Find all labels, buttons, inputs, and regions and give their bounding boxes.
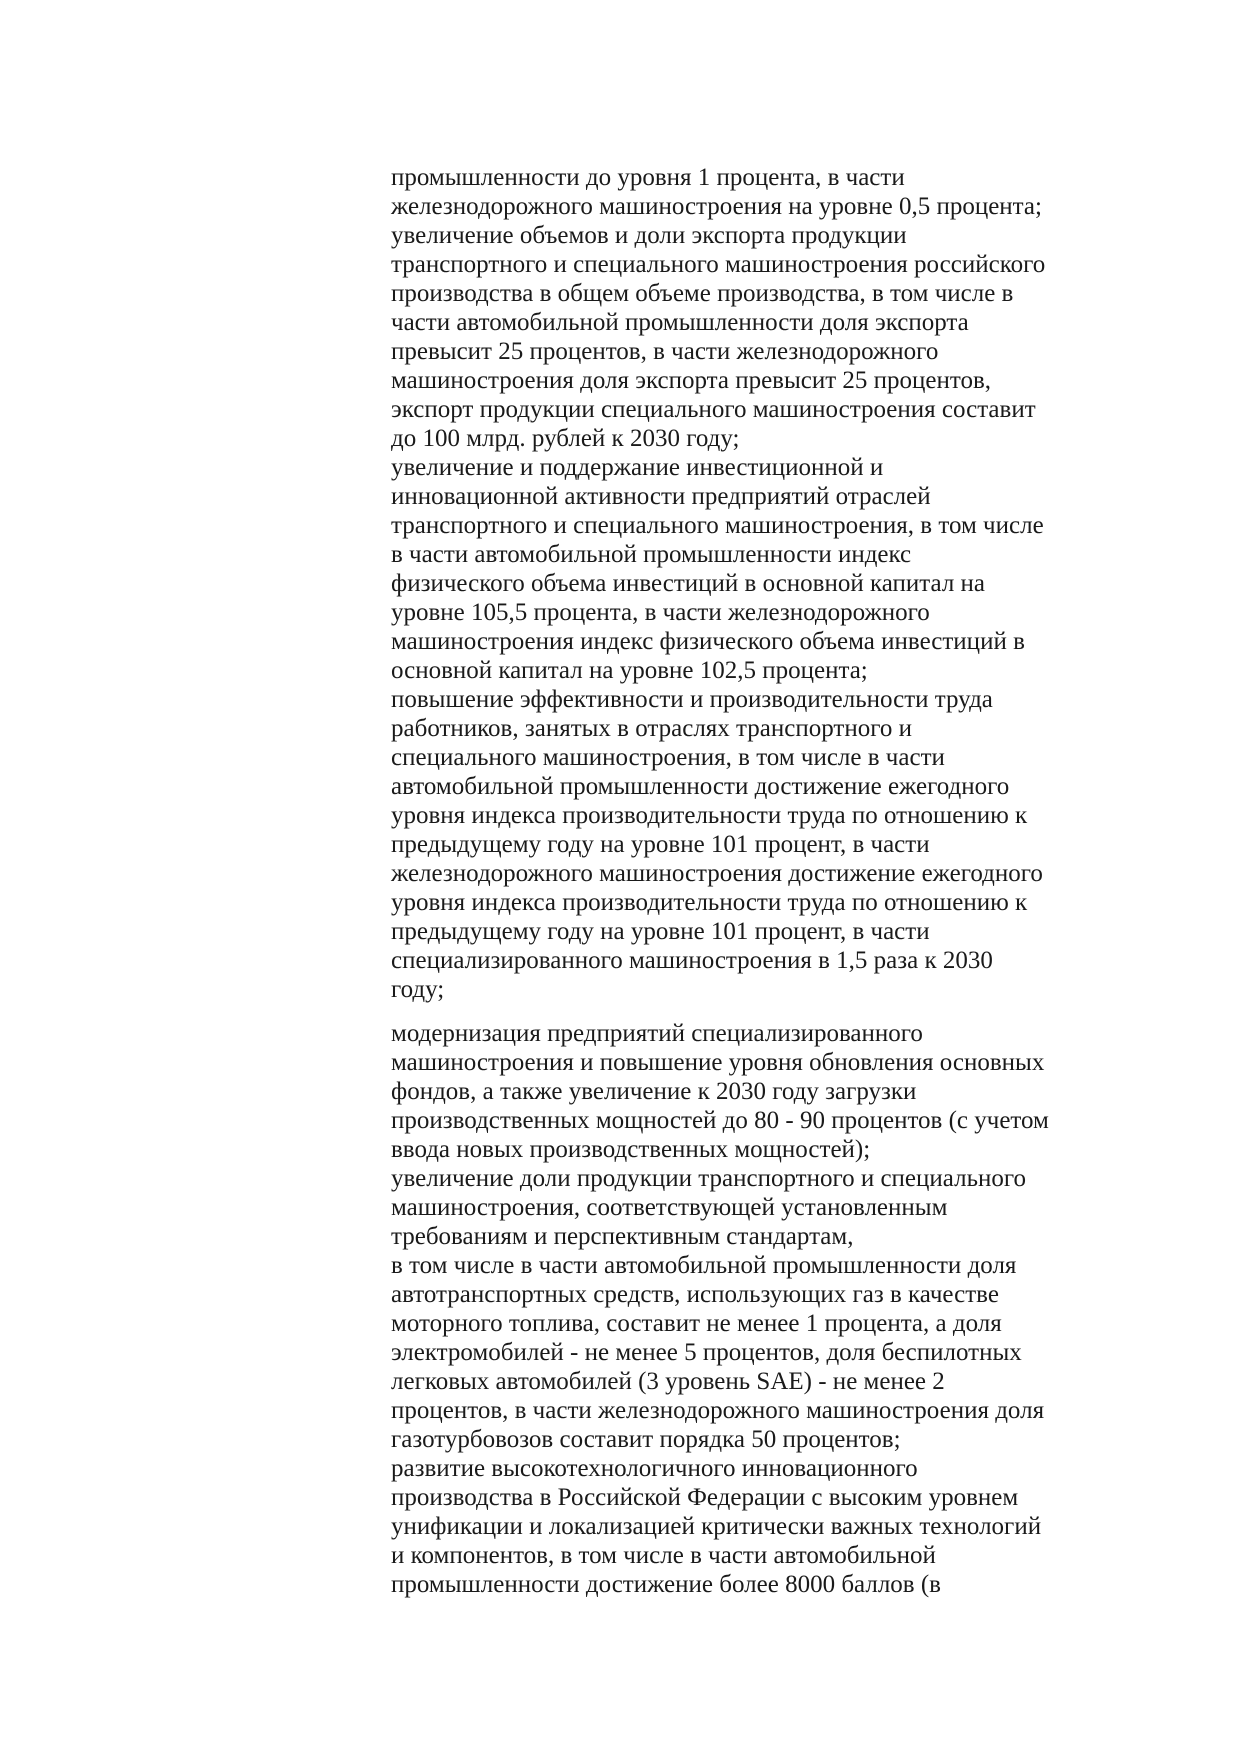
- text-line: модернизация предприятий специализированного: [391, 1020, 923, 1047]
- text-line: году;: [391, 976, 445, 1003]
- text-line: превысит 25 процентов, в части железнодорожного: [391, 338, 939, 365]
- text-line: увеличение доли продукции транспортного и специального: [391, 1165, 1026, 1192]
- text-line: автомобильной промышленности достижение ежегодного: [391, 773, 1010, 800]
- text-line: производства в общем объеме производства, в том числе в: [391, 280, 1014, 307]
- text-line: специализированного машиностроения в 1,5 раза к 2030: [391, 947, 993, 974]
- text-line: транспортного и специального машиностроения, в том числе: [391, 512, 1044, 539]
- text-line: основной капитал на уровне 102,5 процента;: [391, 657, 868, 684]
- text-line: инновационной активности предприятий отраслей: [391, 483, 931, 510]
- text-line: специального машиностроения, в том числе в части: [391, 744, 945, 771]
- text-line: унификации и локализацией критически важных технологий: [391, 1513, 1042, 1540]
- text-line: предыдущему году на уровне 101 процент, в части: [391, 831, 930, 858]
- text-line: требованиям и перспективным стандартам,: [391, 1223, 854, 1250]
- text-line: машиностроения и повышение уровня обновления основных: [391, 1049, 1045, 1076]
- text-line: машиностроения, соответствующей установленным: [391, 1194, 948, 1221]
- text-line: машиностроения доля экспорта превысит 25 процентов,: [391, 367, 992, 394]
- text-line: производства в Российской Федерации с высоким уровнем: [391, 1484, 1019, 1511]
- text-line: уровне 105,5 процента, в части железнодорожного: [391, 599, 930, 626]
- text-line: автотранспортных средств, использующих газ в качестве: [391, 1281, 999, 1308]
- text-line: железнодорожного машиностроения достижение ежегодного: [391, 860, 1043, 887]
- text-line: легковых автомобилей (3 уровень SAE) - не менее 2: [391, 1368, 945, 1395]
- text-line: производственных мощностей до 80 - 90 процентов (с учетом: [391, 1107, 1049, 1134]
- text-block-2: [391, 1019, 1071, 1599]
- text-block-1: [391, 163, 1071, 1004]
- text-line: железнодорожного машиностроения на уровне 0,5 процента;: [391, 193, 1042, 220]
- text-line: в том числе в части автомобильной промышленности доля: [391, 1252, 1017, 1279]
- text-line: и компонентов, в том числе в части автомобильной: [391, 1542, 936, 1569]
- text-line: промышленности достижение более 8000 баллов (в: [391, 1571, 941, 1598]
- text-line: уровня индекса производительности труда по отношению к: [391, 802, 1028, 829]
- text-line: части автомобильной промышленности доля экспорта: [391, 309, 969, 336]
- text-line: газотурбовозов составит порядка 50 процентов;: [391, 1426, 901, 1453]
- text-line: работников, занятых в отраслях транспортного и: [391, 715, 912, 742]
- text-line: фондов, а также увеличение к 2030 году загрузки: [391, 1078, 917, 1105]
- text-line: уровня индекса производительности труда по отношению к: [391, 889, 1028, 916]
- text-line: экспорт продукции специального машиностроения составит: [391, 396, 1036, 423]
- text-line: электромобилей - не менее 5 процентов, доля беспилотных: [391, 1339, 1022, 1366]
- text-line: предыдущему году на уровне 101 процент, в части: [391, 918, 930, 945]
- text-line: машиностроения индекс физического объема инвестиций в: [391, 628, 1025, 655]
- text-line: увеличение и поддержание инвестиционной и: [391, 454, 884, 481]
- text-line: ввода новых производственных мощностей);: [391, 1136, 871, 1163]
- text-line: развитие высокотехнологичного инновационного: [391, 1455, 918, 1482]
- text-line: физического объема инвестиций в основной капитал на: [391, 570, 986, 597]
- text-line: до 100 млрд. рублей к 2030 году;: [391, 425, 740, 452]
- text-line: моторного топлива, составит не менее 1 процента, а доля: [391, 1310, 1002, 1337]
- text-line: в части автомобильной промышленности индекс: [391, 541, 912, 568]
- text-line: транспортного и специального машиностроения российского: [391, 251, 1046, 278]
- text-line: увеличение объемов и доли экспорта продукции: [391, 222, 907, 249]
- text-line: процентов, в части железнодорожного машиностроения доля: [391, 1397, 1045, 1424]
- text-line: повышение эффективности и производительности труда: [391, 686, 993, 713]
- text-line: промышленности до уровня 1 процента, в части: [391, 164, 905, 191]
